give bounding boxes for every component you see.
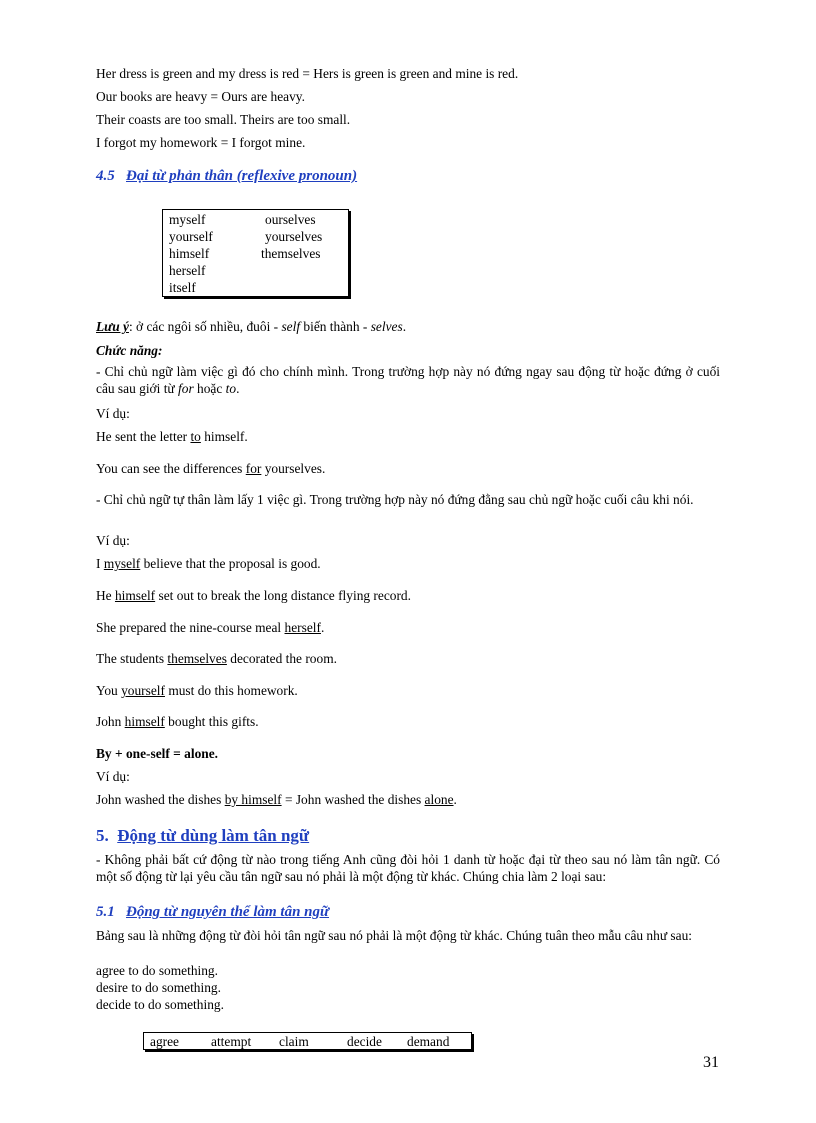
- section-number: 5.1: [96, 904, 115, 920]
- pattern-2: desire to do something.: [96, 980, 221, 995]
- section-5-1-text: Bảng sau là những động từ đòi hỏi tân ngữ sau nó phải là một động từ khác. Chúng tuân theo mẫu câu như sau:: [96, 928, 693, 943]
- example-label: Ví dụ:: [96, 406, 130, 421]
- table-cell: himself: [169, 246, 210, 261]
- example-label: Ví dụ:: [96, 533, 130, 548]
- table-cell: attempt: [211, 1034, 252, 1049]
- note-label: Lưu ý: [96, 319, 129, 334]
- table-cell: claim: [279, 1034, 309, 1049]
- possessive-example-3: Their coasts are too small. Theirs are too small.: [96, 112, 351, 127]
- example-5: She prepared the nine-course meal herself.: [96, 620, 325, 635]
- table-cell: decide: [347, 1034, 382, 1049]
- possessive-example-1: Her dress is green and my dress is red = Hers is green is green and mine is red.: [96, 66, 519, 81]
- table-cell: agree: [150, 1034, 179, 1049]
- note-line: Lưu ý: ở các ngôi số nhiều, đuôi - self biến thành - selves.: [96, 319, 407, 334]
- pattern-1: agree to do something.: [96, 963, 218, 978]
- function-heading: Chức năng:: [96, 343, 163, 358]
- section-title-link[interactable]: Động từ nguyên thể làm tân ngữ: [126, 904, 330, 920]
- example-8: John himself bought this gifts.: [96, 714, 259, 729]
- section-5-heading: [96, 826, 309, 846]
- table-cell: herself: [169, 263, 206, 278]
- section-title-link[interactable]: Đại từ phản thân (reflexive pronoun): [126, 168, 358, 184]
- page-number: 31: [703, 1054, 719, 1071]
- table-cell: itself: [169, 280, 196, 295]
- example-2: You can see the differences for yourselves.: [96, 461, 326, 476]
- example-6: The students themselves decorated the room.: [96, 651, 337, 666]
- example-1: He sent the letter to himself.: [96, 429, 248, 444]
- verb-table: [143, 1032, 472, 1050]
- reflexive-pronoun-table: [162, 209, 349, 297]
- table-cell: yourself: [169, 229, 213, 244]
- function-2-text: - Chỉ chủ ngữ tự thân làm lấy 1 việc gì. Trong trường hợp này nó đứng đằng sau chủ ngữ hoặc cuối câu khi nói.: [96, 492, 694, 507]
- example-7: You yourself must do this homework.: [96, 683, 298, 698]
- section-title-link[interactable]: Động từ dùng làm tân ngữ: [117, 826, 310, 845]
- possessive-example-2: Our books are heavy = Ours are heavy.: [96, 89, 305, 104]
- table-cell: myself: [169, 212, 206, 227]
- function-1-text: - Chỉ chủ ngữ làm việc gì đó cho chính mình. Trong trường hợp này nó đứng ngay sau động từ hoặc đứng ở cuối câu sau giới từ for hoặc to.: [96, 364, 720, 396]
- by-oneself-rule: By + one-self = alone.: [96, 746, 219, 761]
- table-cell: demand: [407, 1034, 450, 1049]
- table-cell: ourselves: [265, 212, 316, 227]
- pattern-3: decide to do something.: [96, 997, 224, 1012]
- section-4-5-heading: [96, 168, 357, 185]
- section-number: 4.5: [96, 168, 115, 184]
- section-5-text: - Không phải bất cứ động từ nào trong tiếng Anh cũng đòi hỏi 1 danh từ hoặc đại từ theo sau nó làm tân ngữ. Có một số động từ lại yêu cầu tân ngữ sau nó phải là một động từ khác. Chúng chia làm 2 loại sau:: [96, 852, 720, 884]
- example-4: He himself set out to break the long distance flying record.: [96, 588, 411, 603]
- table-cell: themselves: [261, 246, 321, 261]
- section-5-1-heading: [96, 904, 329, 921]
- example-9: John washed the dishes by himself = John washed the dishes alone.: [96, 792, 457, 807]
- possessive-example-4: I forgot my homework = I forgot mine.: [96, 135, 306, 150]
- table-cell: yourselves: [265, 229, 323, 244]
- example-3: I myself believe that the proposal is good.: [96, 556, 321, 571]
- section-number: 5.: [96, 826, 109, 845]
- example-label: Ví dụ:: [96, 769, 130, 784]
